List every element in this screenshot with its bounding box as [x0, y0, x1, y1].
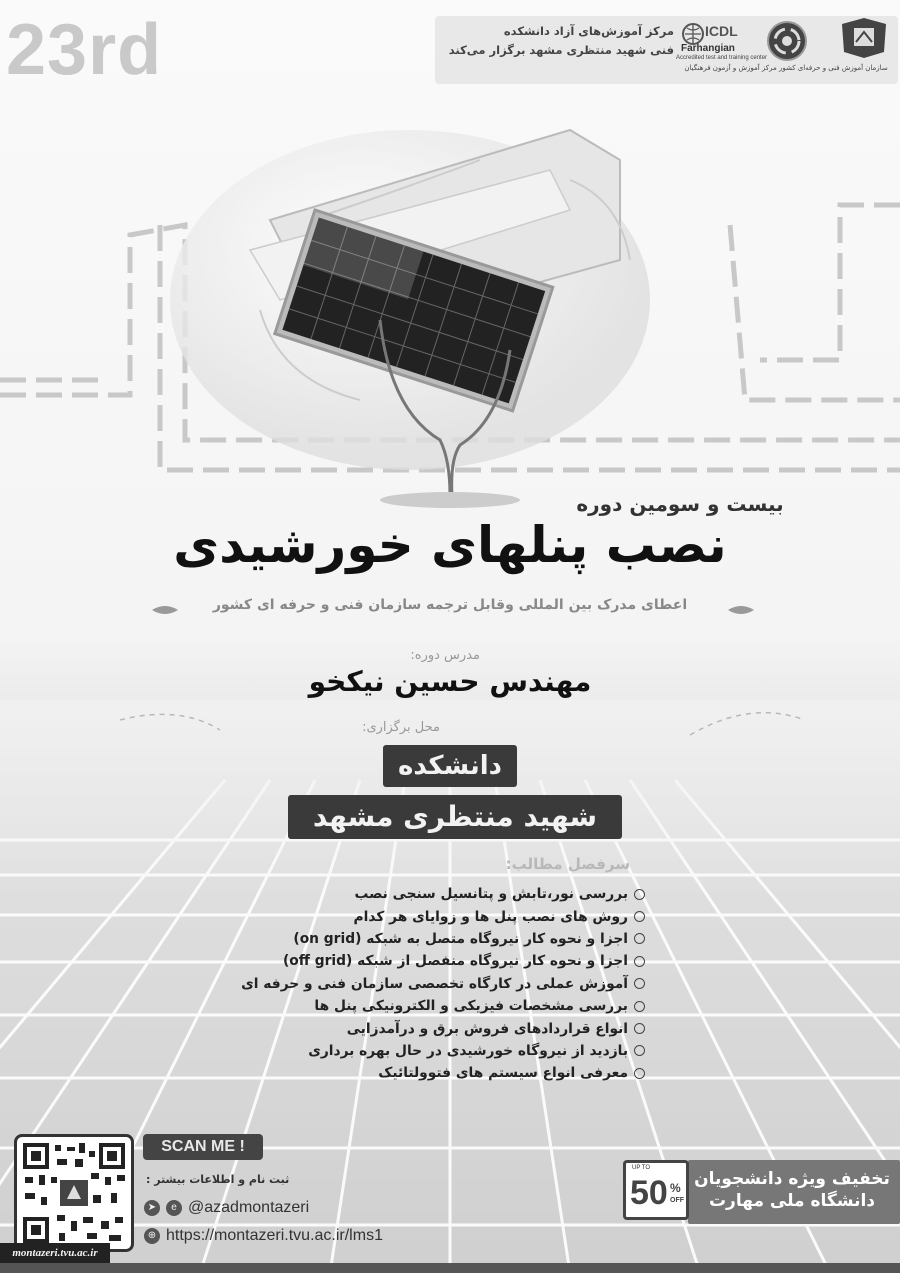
globe-icon: ⊕ [144, 1228, 160, 1244]
topic-item: آموزش عملی در کارگاه تخصصی سازمان فنی و حرفه ای [190, 973, 645, 995]
topic-item: معرفی انواع سیستم های فتوولتائیک [190, 1062, 645, 1084]
topics-list [190, 883, 645, 1085]
university-emblem-icon [838, 16, 890, 60]
farhangian-label: Farhangian [681, 43, 735, 54]
instructor-name: مهندس حسین نیکخو [308, 665, 592, 698]
organizer-line-2: فنی شهید منتظری مشهد برگزار می‌کند [448, 43, 674, 57]
promo-line-1: تخفیف ویژه دانشجویان [694, 1169, 890, 1189]
venue-line-1: دانشکده [383, 745, 517, 787]
telegram-icon: ➤ [144, 1200, 160, 1216]
bullet-icon [634, 978, 645, 989]
qr-code[interactable] [14, 1134, 134, 1252]
solar-panel-illustration [150, 100, 710, 510]
promo-text [692, 1168, 892, 1212]
instructor-label: مدرس دوره: [410, 648, 480, 663]
bullet-icon [634, 1045, 645, 1056]
topic-item: اجزا و نحوه کار نیروگاه متصل به شبکه (on grid) [190, 928, 645, 950]
scan-me-label: SCAN ME ! [143, 1134, 263, 1160]
website-link[interactable]: ⊕ https://montazeri.tvu.ac.ir/lms1 [144, 1227, 383, 1245]
topics-title: سرفصل مطالب: [505, 855, 630, 873]
venue-line-2: شهید منتظری مشهد [288, 795, 622, 839]
eitaa-icon: e [166, 1200, 182, 1216]
bullet-icon [634, 1068, 645, 1079]
topic-item: بررسی مشخصات فیزیکی و الکترونیکی پنل ها [190, 995, 645, 1017]
venue-label: محل برگزاری: [362, 720, 440, 735]
bullet-icon [634, 1023, 645, 1034]
bullet-icon [634, 956, 645, 967]
course-title: نصب پنلهای خورشیدی [173, 516, 727, 574]
topic-item: روش های نصب پنل ها و زوایای هر کدام [190, 905, 645, 927]
register-label: ثبت نام و اطلاعات بیشتر : [146, 1173, 290, 1186]
bullet-icon [634, 1001, 645, 1012]
bullet-icon [634, 911, 645, 922]
topic-item: بررسی نور،تابش و پتانسیل سنجی نصب [190, 883, 645, 905]
tvto-logo-icon [766, 20, 808, 62]
promo-line-2: دانشگاه ملی مهارت [708, 1191, 876, 1211]
discount-badge [623, 1160, 689, 1220]
badge-value: 50 [630, 1174, 668, 1212]
icdl-label: ICDL [705, 23, 738, 39]
bullet-icon [634, 889, 645, 900]
social-handle[interactable]: ➤ e @azadmontazeri [144, 1199, 309, 1217]
organizer-line-1: مرکز آموزش‌های آزاد دانشکده [503, 24, 674, 38]
qr-code-icon [17, 1137, 131, 1249]
badge-unit: % [670, 1181, 681, 1195]
badge-off-label: OFF [670, 1197, 684, 1204]
farhangian-fa-label: سازمان آموزش فنی و حرفه‌ای کشور مرکز آموزش و آزمون فرهنگیان [684, 64, 888, 72]
course-tagline: اعطای مدرک بین المللی وقابل ترجمه سازمان فنی و حرفه ای کشور [212, 597, 688, 613]
footer-bar [0, 1263, 900, 1273]
topic-item: اجزا و نحوه کار نیروگاه منفصل از شبکه (off grid) [190, 950, 645, 972]
badge-top-label: UP TO [632, 1165, 651, 1171]
topic-item: بازدید از نیروگاه خورشیدی در حال بهره برداری [190, 1040, 645, 1062]
bullet-icon [634, 933, 645, 944]
edition-label: 23rd [6, 10, 163, 90]
topic-item: انواع قراردادهای فروش برق و درآمدزایی [190, 1017, 645, 1039]
course-pre-title: بیست و سومین دوره [576, 492, 784, 516]
footer-watermark: montazeri.tvu.ac.ir [0, 1243, 110, 1263]
organizer-text [438, 22, 674, 60]
farhangian-sub-label: Accredited test and training center [676, 55, 768, 61]
